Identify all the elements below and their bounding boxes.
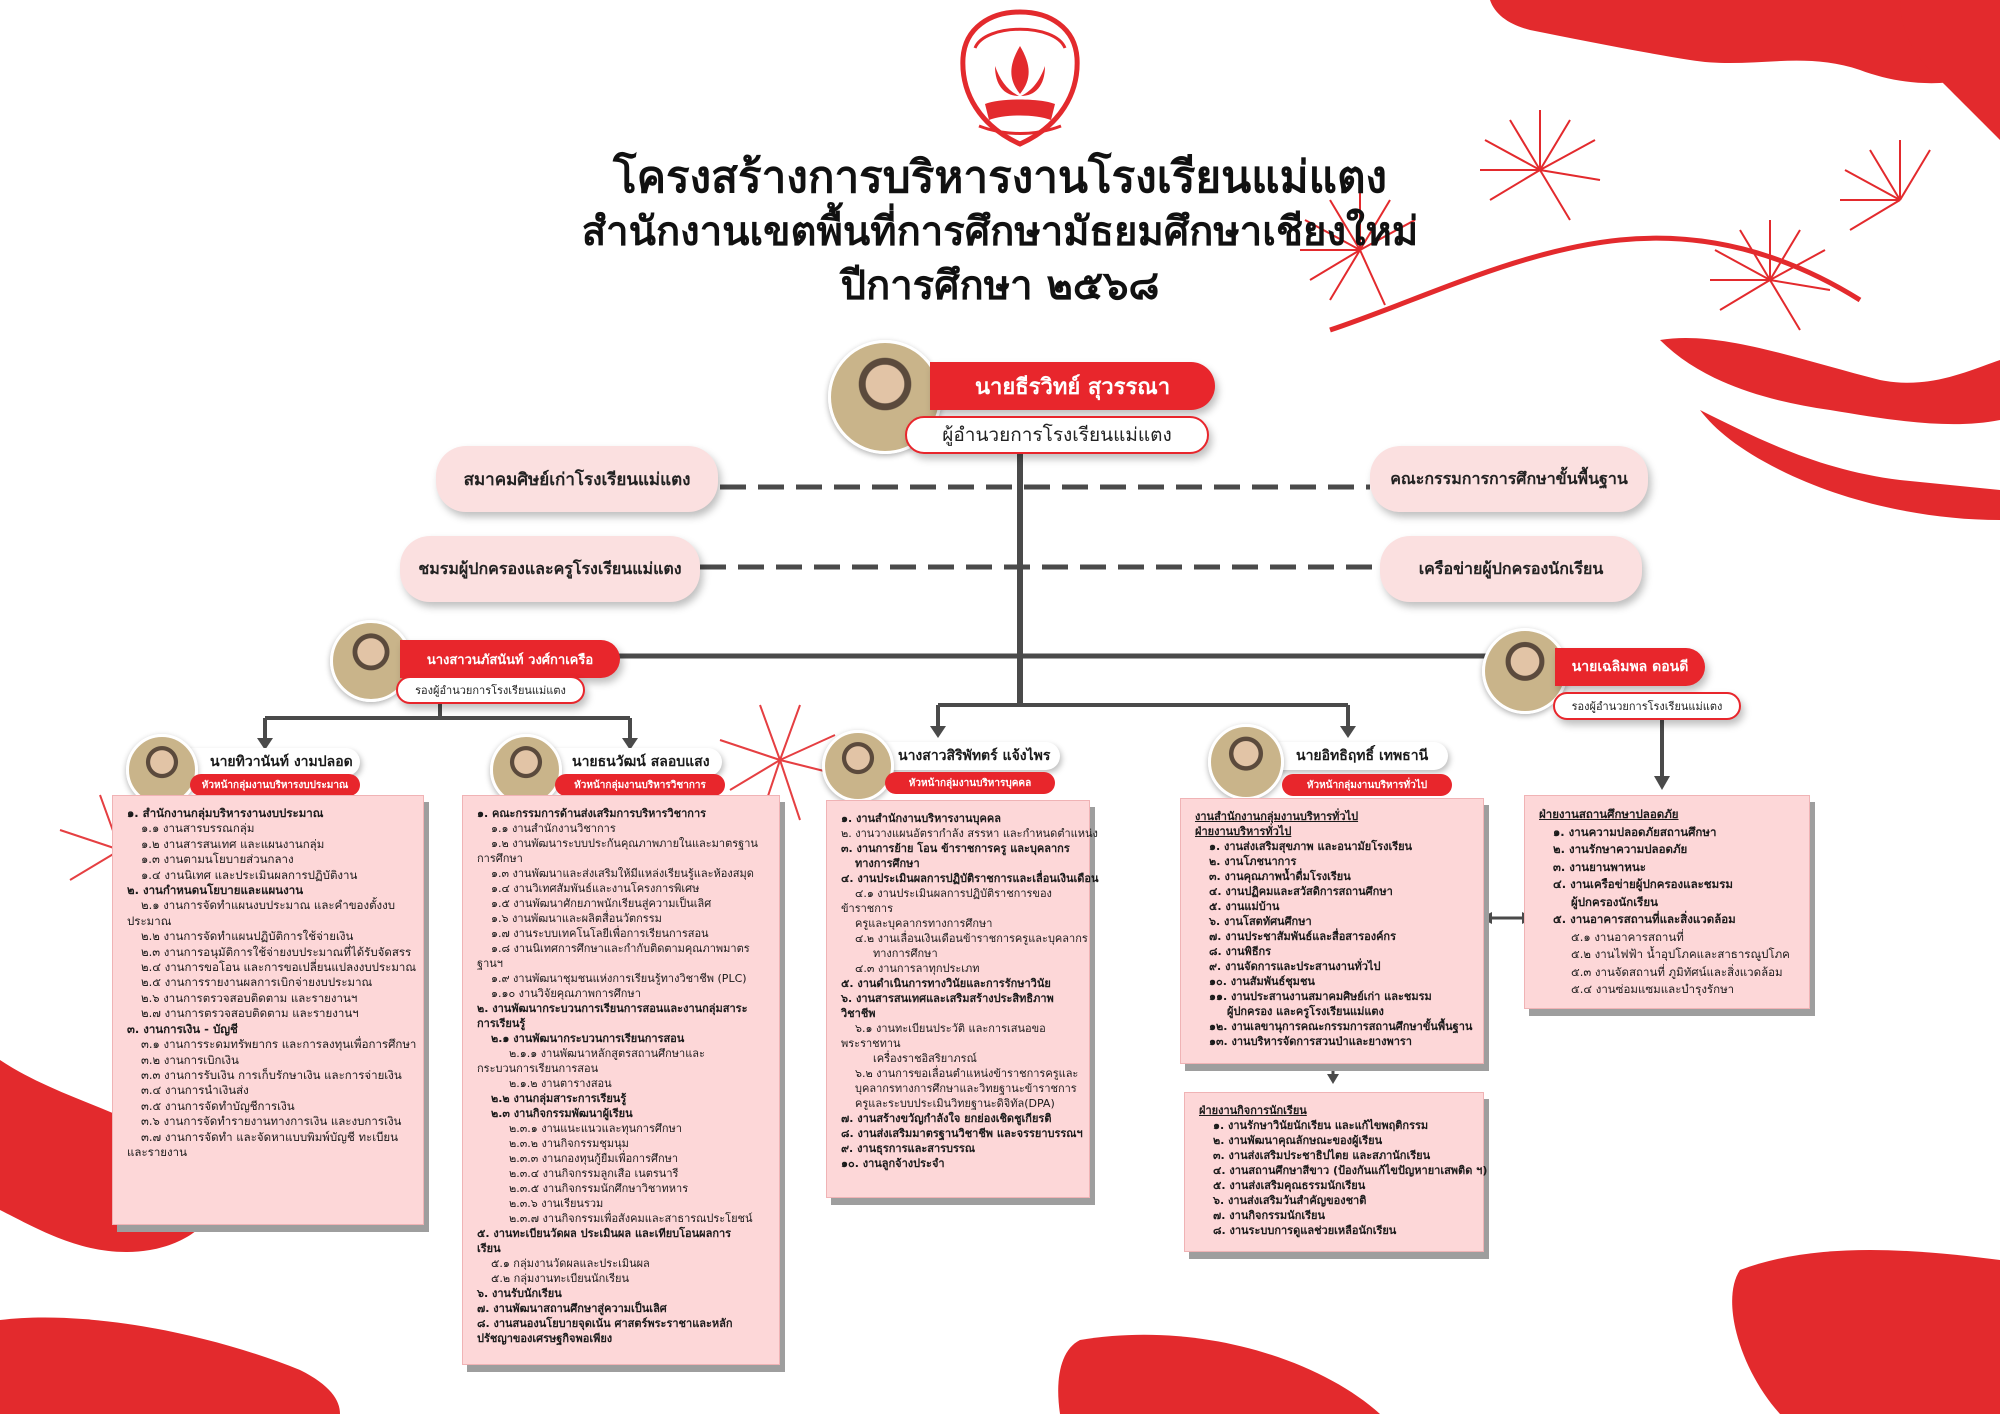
list-item: ๗. งานพัฒนาสถานศึกษาสู่ความเป็นเลิศ <box>477 1302 667 1315</box>
list-item: ๔. งานสถานศึกษาสีขาว (ป้องกันแก้ไขปัญหายาเสพติด ฯ) <box>1213 1164 1488 1177</box>
list-item: ๘. งานพิธีกร <box>1209 945 1272 958</box>
list-item: ๑.๗ งานระบบเทคโนโลยีเพื่อการเรียนการสอน <box>491 927 709 940</box>
head-general-photo <box>1208 724 1284 800</box>
deputy-left-role: รองผู้อำนวยการโรงเรียนแม่แตง <box>396 676 585 704</box>
list-item: ๓.๓ งานการรับเงิน การเก็บรักษาเงิน และการจ่ายเงิน <box>141 1067 402 1082</box>
list-item: ปรัชญาของเศรษฐกิจพอเพียง <box>477 1332 613 1345</box>
list-item: วิชาชีพ <box>841 1007 876 1020</box>
list-item: ๒.๖ งานการตรวจสอบติดตาม และรายงานฯ <box>141 990 358 1005</box>
list-item: ๑๑. งานประสานงานสมาคมศิษย์เก่า และชมรม <box>1209 990 1432 1003</box>
list-item: ๒.๑ งานการจัดทำแผนงบประมาณ และคำของตั้งงบ <box>141 898 396 913</box>
alumni-association-box: สมาคมศิษย์เก่าโรงเรียนแม่แตง <box>436 446 718 512</box>
list-item: ๕.๓ งานจัดสถานที่ ภูมิทัศน์และสิ่งแวดล้อม <box>1571 964 1783 979</box>
list-item: ๒.๓ งานการอนุมัติการใช้จ่ายงบประมาณที่ได้รับจัดสรร <box>141 944 412 959</box>
school-logo <box>955 8 1085 148</box>
list-item: ๑. สำนักงานกลุ่มบริหารงานงบประมาณ <box>127 806 324 820</box>
title-line-2: สำนักงานเขตพื้นที่การศึกษามัธยมศึกษาเชียงใหม่ <box>581 208 1419 255</box>
list-item: ๔.๑ งานประเมินผลการปฏิบัติราชการของ <box>855 887 1052 900</box>
list-item: ๕. งานอาคารสถานที่และสิ่งแวดล้อม <box>1553 912 1736 926</box>
list-item: ๖.๒ งานการขอเลื่อนตำแหน่งข้าราชการครูและ <box>855 1067 1079 1080</box>
list-item: ๔.๒ งานเลื่อนเงินเดือนข้าราชการครูและบุคลากร <box>855 932 1088 945</box>
list-item: ๑.๓ งานพัฒนาและส่งเสริมให้มีแหล่งเรียนรู้และห้องสมุด <box>491 867 754 880</box>
list-item: ๑.๒ งานพัฒนาระบบประกันคุณภาพภายในและมาตรฐาน <box>491 837 758 850</box>
list-item: ๗. งานสร้างขวัญกำลังใจ ยกย่องเชิดชูเกียรติ <box>841 1112 1052 1125</box>
list-item: ๕.๒ กลุ่มงานทะเบียนนักเรียน <box>491 1272 629 1285</box>
list-item: ๒.๑ งานพัฒนากระบวนการเรียนการสอน <box>491 1032 685 1045</box>
list-item: ฐานฯ <box>477 957 503 970</box>
parents-teachers-club-box: ชมรมผู้ปกครองและครูโรงเรียนแม่แตง <box>400 536 700 602</box>
head-personnel-name: นางสาวสิริพัทตร์ แจ้งไพร <box>838 742 1060 770</box>
budget-card <box>112 795 424 1225</box>
head-personnel-role: หัวหน้ากลุ่มงานบริหารบุคคล <box>885 772 1055 794</box>
list-item: ๒.๒ งานการจัดทำแผนปฏิบัติการใช้จ่ายเงิน <box>141 929 354 944</box>
head-academic-role: หัวหน้ากลุ่มงานบริหารวิชาการ <box>555 774 725 796</box>
list-item: ๘. งานส่งเสริมมาตรฐานวิชาชีพ และจรรยาบรรณฯ <box>841 1127 1083 1140</box>
list-item: ๔.๓ งานการลาทุกประเภท <box>855 962 980 975</box>
general-admin-card <box>1180 798 1484 1064</box>
director-role: ผู้อำนวยการโรงเรียนแม่แตง <box>905 416 1209 454</box>
personnel-card <box>826 800 1099 1198</box>
list-item: ๖. งานโสตทัศนศึกษา <box>1209 915 1312 928</box>
list-item: และรายงาน <box>127 1144 187 1159</box>
list-item: ๑.๔ งานนิเทศ และประเมินผลการปฏิบัติงาน <box>141 867 358 882</box>
deputy-left-name: นางสาวนภัสนันท์ วงศ์กาเครือ <box>400 640 620 678</box>
list-item: ๒.๕ งานการรายงานผลการเบิกจ่ายงบประมาณ <box>141 975 373 990</box>
list-item: ๑.๑๐ งานวิจัยคุณภาพการศึกษา <box>491 987 641 1000</box>
list-item: ๖. งานสารสนเทศและเสริมสร้างประสิทธิภาพ <box>841 992 1054 1005</box>
head-academic-name: นายธนวัฒน์ สลอบแสง <box>512 748 722 776</box>
list-item: ๑.๒ งานสารสนเทศ และแผนงานกลุ่ม <box>141 836 325 851</box>
list-item: กระบวนการเรียนการสอน <box>477 1062 599 1075</box>
list-item: ๒.๓.๖ งานเรียนรวม <box>509 1197 604 1210</box>
academic-card <box>462 795 780 1365</box>
list-item: ๑.๕ งานพัฒนาศักยภาพนักเรียนสู่ความเป็นเลิศ <box>491 897 712 910</box>
list-item: ๓. งานยานพาหนะ <box>1553 859 1646 874</box>
list-item: ๒.๓.๗ งานกิจกรรมเพื่อสังคมและสาธารณประโยชน์ <box>509 1212 753 1225</box>
list-item: ฝ่ายงานบริหารทั่วไป <box>1195 825 1292 838</box>
list-item: ๓.๔ งานการนำเงินส่ง <box>141 1083 249 1098</box>
parents-network-box: เครือข่ายผู้ปกครองนักเรียน <box>1380 536 1642 602</box>
list-item: ๑.๙ งานพัฒนาชุมชนแห่งการเรียนรู้ทางวิชาชีพ (PLC) <box>491 972 747 985</box>
list-item: ฝ่ายงานกิจการนักเรียน <box>1199 1104 1307 1117</box>
list-item: ๕. งานแม่บ้าน <box>1209 900 1280 913</box>
list-item: ๓. งานการย้าย โอน ข้าราชการครู และบุคลากร <box>841 842 1070 855</box>
basic-education-committee-box: คณะกรรมการการศึกษาขั้นพื้นฐาน <box>1370 446 1648 512</box>
list-item: ๑. งานส่งเสริมสุขภาพ และอนามัยโรงเรียน <box>1209 840 1413 853</box>
student-affairs-card <box>1184 1092 1488 1252</box>
list-item: ๒.๓.๑ งานแนะแนวและทุนการศึกษา <box>509 1122 682 1135</box>
list-item: ๗. งานกิจกรรมนักเรียน <box>1213 1209 1325 1222</box>
head-general-name: นายอิทธิฤทธิ์ เทพธานี <box>1236 742 1448 770</box>
list-item: ๒. งานโภชนาการ <box>1209 855 1297 868</box>
list-item: ๓.๑ งานการระดมทรัพยากร และการลงทุนเพื่อการศึกษา <box>141 1037 417 1052</box>
list-item: ๔. งานปฏิคมและสวัสดิการสถานศึกษา <box>1209 885 1393 898</box>
list-item: ๑๒. งานเลขานุการคณะกรรมการสถานศึกษาขั้นพื้นฐาน <box>1209 1020 1473 1033</box>
list-item: ผู้ปกครอง และครูโรงเรียนแม่แตง <box>1227 1005 1384 1018</box>
list-item: ๕. งานดำเนินการทางวินัยและการรักษาวินัย <box>841 977 1051 990</box>
list-item: ๘. งานสนองนโยบายจุดเน้น ศาสตร์พระราชาและหลัก <box>477 1317 733 1330</box>
school-safety-card <box>1524 795 1810 1009</box>
list-item: ๒.๓.๓ งานกองทุนกู้ยืมเพื่อการศึกษา <box>509 1152 679 1165</box>
list-item: ๙. งานธุรการและสารบรรณ <box>841 1142 976 1155</box>
list-item: ๑๓. งานบริหารจัดการสวนป่าและยางพารา <box>1209 1035 1412 1048</box>
list-item: ๕.๑ กลุ่มงานวัดผลและประเมินผล <box>491 1257 650 1270</box>
list-item: ๓. งานส่งเสริมประชาธิปไตย และสภานักเรียน <box>1213 1149 1431 1162</box>
list-item: ๕.๑ งานอาคารสถานที่ <box>1571 929 1684 944</box>
list-item: ๒.๗ งานการตรวจสอบติดตาม และรายงานฯ <box>141 1006 359 1021</box>
list-item: ๕. งานทะเบียนวัดผล ประเมินผล และเทียบโอนผลการ <box>477 1227 732 1240</box>
list-item: ๓.๗ งานการจัดทำ และจัดหาแบบพิมพ์บัญชี ทะเบียน <box>141 1129 399 1144</box>
list-item: ๒. งานวางแผนอัตรากำลัง สรรหา และกำหนดตำแหน่ง <box>841 827 1098 840</box>
head-general-role: หัวหน้ากลุ่มงานบริหารทั่วไป <box>1282 774 1452 796</box>
list-item: ครูและระบบประเมินวิทยฐานะดิจิทัล(DPA) <box>855 1097 1055 1110</box>
list-item: ๕.๔ งานซ่อมแซมและบำรุงรักษา <box>1571 982 1735 996</box>
list-item: บุคลากรทางการศึกษาและวิทยฐานะข้าราชการ <box>855 1082 1077 1095</box>
list-item: ครูและบุคลากรทางการศึกษา <box>855 917 993 930</box>
list-item: ๑.๔ งานวิเทศสัมพันธ์และงานโครงการพิเศษ <box>491 882 700 895</box>
list-item: ๓. งานคุณภาพน้ำดื่มโรงเรียน <box>1209 870 1351 883</box>
list-item: ๙. งานจัดการและประสานงานทั่วไป <box>1209 960 1381 973</box>
list-item: ๒.๔ งานการขอโอน และการขอเปลี่ยนแปลงงบประมาณ <box>141 960 417 975</box>
list-item: ๓. งานการเงิน - บัญชี <box>127 1021 238 1036</box>
list-item: ๒. งานกำหนดนโยบายและแผนงาน <box>127 883 304 898</box>
list-item: ๑.๑ งานสารบรรณกลุ่ม <box>141 821 255 836</box>
list-item: เรียน <box>477 1242 501 1255</box>
list-item: ๑. งานรักษาวินัยนักเรียน และแก้ไขพฤติกรรม <box>1213 1119 1429 1132</box>
list-item: ๘. งานระบบการดูแลช่วยเหลือนักเรียน <box>1213 1224 1397 1237</box>
title-line-1: โครงสร้างการบริหารงานโรงเรียนแม่แตง <box>612 152 1388 203</box>
list-item: ๑.๘ งานนิเทศการศึกษาและกำกับติดตามคุณภาพมาตร <box>491 942 750 955</box>
list-item: เครื่องราชอิสริยาภรณ์ <box>873 1052 977 1065</box>
list-item: ทางการศึกษา <box>873 947 938 960</box>
list-item: ฝ่ายงานสถานศึกษาปลอดภัย <box>1539 807 1679 821</box>
list-item: ๖.๑ งานทะเบียนประวัติ และการเสนอขอ <box>855 1022 1046 1035</box>
list-item: งานสำนักงานกลุ่มงานบริหารทั่วไป <box>1195 810 1359 823</box>
list-item: ๑๐. งานลูกจ้างประจำ <box>841 1157 945 1170</box>
list-item: ๒.๓.๒ งานกิจกรรมชุมนุม <box>509 1137 629 1150</box>
list-item: การเรียนรู้ <box>477 1017 526 1030</box>
list-item: ๒. งานพัฒนาคุณลักษณะของผู้เรียน <box>1213 1134 1383 1147</box>
list-item: ๔. งานเครือข่ายผู้ปกครองและชมรม <box>1553 877 1733 891</box>
list-item: ๒.๓.๔ งานกิจกรรมลูกเสือ เนตรนารี <box>509 1167 679 1180</box>
list-item: ๒.๑.๑ งานพัฒนาหลักสูตรสถานศึกษาและ <box>509 1047 705 1060</box>
list-item: ๑๐. งานสัมพันธ์ชุมชน <box>1209 975 1315 988</box>
head-budget-role: หัวหน้ากลุ่มงานบริหารงบประมาณ <box>190 774 360 796</box>
title-line-3: ปีการศึกษา ๒๕๖๘ <box>840 262 1160 309</box>
list-item: ๑.๖ งานพัฒนาและผลิตสื่อนวัตกรรม <box>491 912 662 925</box>
list-item: ๔. งานประเมินผลการปฏิบัติราชการและเลื่อนเงินเดือน <box>841 872 1099 885</box>
list-item: ๑. งานสำนักงานบริหารงานบุคคล <box>841 812 1001 825</box>
list-item: ๒.๒ งานกลุ่มสาระการเรียนรู้ <box>491 1092 627 1105</box>
list-item: ๕. งานส่งเสริมคุณธรรมนักเรียน <box>1213 1179 1366 1192</box>
list-item: ๒. งานพัฒนากระบวนการเรียนการสอนและงานกลุ่มสาระ <box>477 1002 748 1015</box>
list-item: พระราชทาน <box>841 1037 901 1050</box>
list-item: ๗. งานประชาสัมพันธ์และสื่อสารองค์กร <box>1209 930 1396 943</box>
deputy-right-name: นายเฉลิมพล ดอนดี <box>1555 648 1705 686</box>
list-item: ๑.๑ งานสำนักงานวิชาการ <box>491 822 616 835</box>
list-item: ๖. งานรับนักเรียน <box>477 1287 562 1300</box>
head-budget-name: นายทิวานันท์ งามปลอด <box>150 748 360 776</box>
list-item: ๖. งานส่งเสริมวันสำคัญของชาติ <box>1213 1194 1367 1207</box>
list-item: การศึกษา <box>477 852 523 865</box>
list-item: ๑. งานความปลอดภัยสถานศึกษา <box>1553 824 1717 839</box>
list-item: ๓.๒ งานการเบิกเงิน <box>141 1052 239 1067</box>
list-item: ๕.๒ งานไฟฟ้า น้ำอุปโภคและสาธารณูปโภค <box>1571 947 1790 961</box>
list-item: ทางการศึกษา <box>855 857 920 870</box>
list-item: ๓.๖ งานการจัดทำรายงานทางการเงิน และงบการเงิน <box>141 1114 402 1129</box>
chart-title <box>540 150 1460 314</box>
list-item: ๒. งานรักษาความปลอดภัย <box>1553 842 1688 856</box>
list-item: ๒.๓ งานกิจกรรมพัฒนาผู้เรียน <box>491 1107 633 1120</box>
head-personnel-photo <box>822 730 894 802</box>
list-item: ประมาณ <box>127 913 172 928</box>
list-item: ๒.๓.๕ งานกิจกรรมนักศึกษาวิชาทหาร <box>509 1182 689 1195</box>
deputy-right-role: รองผู้อำนวยการโรงเรียนแม่แตง <box>1553 692 1741 720</box>
list-item: ๒.๑.๒ งานตารางสอน <box>509 1077 612 1090</box>
list-item: ๑.๓ งานตามนโยบายส่วนกลาง <box>141 852 294 867</box>
list-item: ๑. คณะกรรมการด้านส่งเสริมการบริหารวิชาการ <box>477 807 707 820</box>
director-name: นายธีรวิทย์ สุวรรณา <box>930 362 1215 410</box>
list-item: ๓.๕ งานการจัดทำบัญชีการเงิน <box>141 1098 295 1113</box>
list-item: ข้าราชการ <box>841 902 893 915</box>
list-item: ผู้ปกครองนักเรียน <box>1571 894 1658 909</box>
